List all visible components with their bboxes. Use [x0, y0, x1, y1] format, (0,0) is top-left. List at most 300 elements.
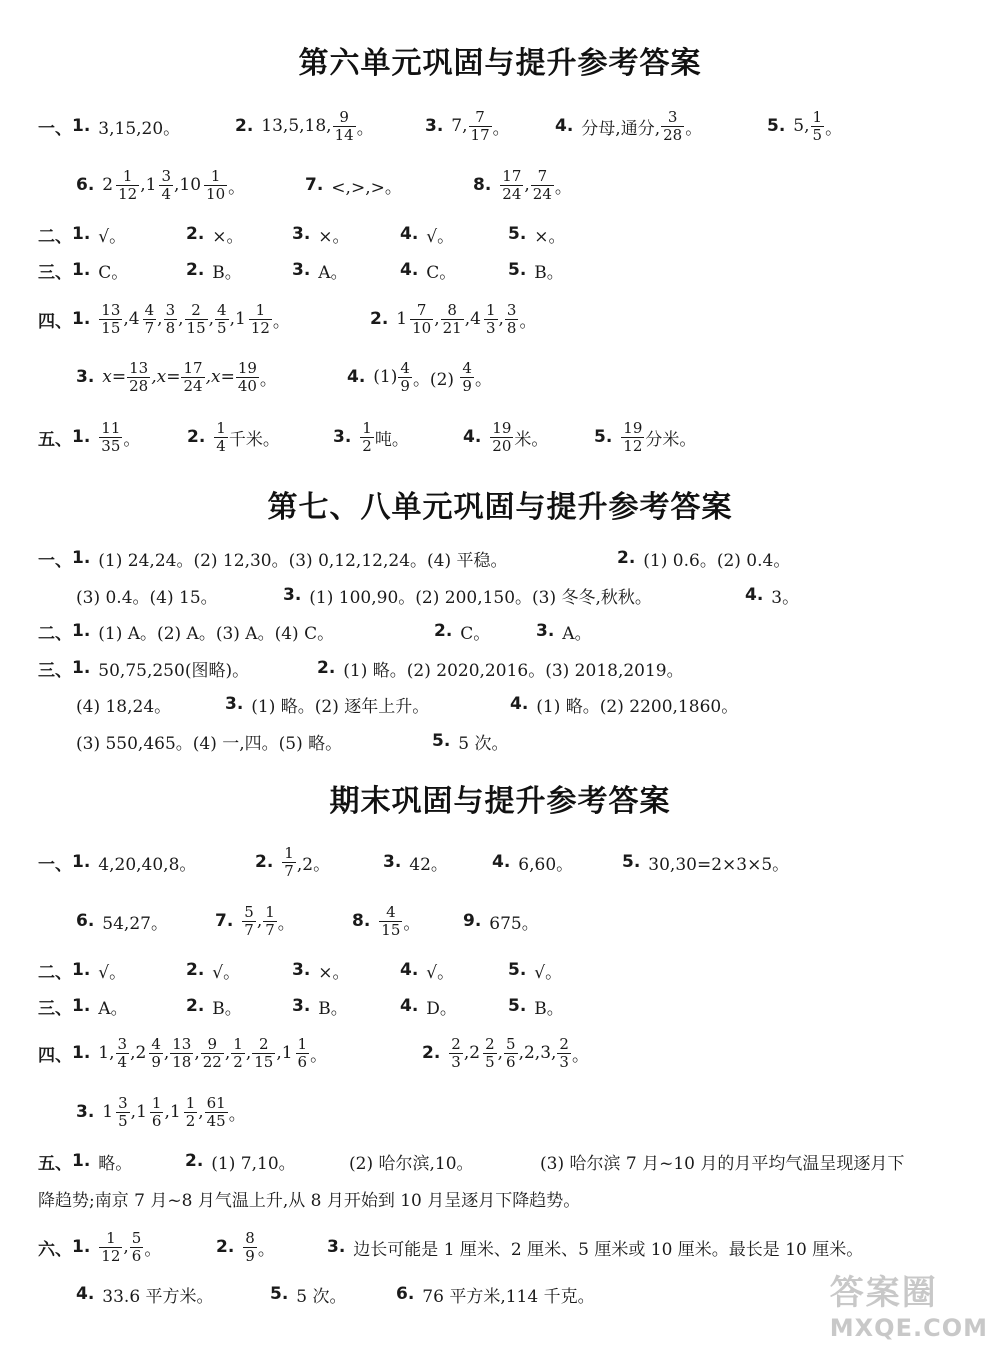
fraction [252, 1036, 275, 1071]
item-number: 3. [76, 367, 95, 387]
separator: , [194, 1043, 200, 1063]
numerator: 13 [172, 1034, 192, 1053]
answer-text: (1) 24,24。(2) 12,30。(3) 0,12,12,24。(4) 平稳。 [98, 550, 508, 571]
answer-text: 50,75,250(图略)。 [98, 660, 250, 681]
item-number: 2. [185, 1151, 204, 1171]
fraction [185, 302, 208, 337]
item-number: 1. [72, 1237, 91, 1257]
answer-text: ,2,3, [518, 1043, 557, 1063]
section-label: 四、 [38, 311, 72, 332]
answer-text: 边长可能是 1 厘米、2 厘米、5 厘米或 10 厘米。最长是 10 厘米。 [353, 1239, 864, 1260]
answer-item [292, 248, 348, 292]
answer-text: 。 [356, 118, 374, 139]
fraction [150, 1095, 164, 1130]
section-title-unit6: 第六单元巩固与提升参考答案 [298, 46, 702, 81]
item-number: 6. [396, 1284, 415, 1304]
section-title-unit7-8: 第七、八单元巩固与提升参考答案 [267, 490, 733, 525]
answer-line [0, 840, 1000, 884]
item-number: 4. [463, 427, 482, 447]
fraction [490, 420, 513, 455]
answer-text: 。 [272, 311, 290, 332]
item-number: 5. [508, 224, 527, 244]
denominator: 6 [297, 1052, 308, 1071]
answer-line [0, 1090, 1000, 1134]
answer-text: B。 [318, 998, 348, 1019]
fraction [243, 1230, 257, 1265]
answer-text: 。 [519, 311, 537, 332]
answer-text: 。 [825, 118, 843, 139]
answer-text: 。 [123, 429, 141, 450]
answer-item [305, 163, 402, 207]
mixed-number [136, 1095, 164, 1130]
separator: , [524, 175, 530, 195]
watermark-logo: 答案圈 [829, 1273, 938, 1313]
mixed-number [469, 1036, 497, 1071]
answer-text: 。 [403, 913, 421, 934]
answer-text: 。 [259, 369, 277, 390]
fraction [204, 168, 227, 203]
answer-item [38, 840, 196, 884]
answer-line [0, 719, 1000, 763]
item-number: 2. [216, 1237, 235, 1257]
answer-text: 降趋势;南京 7 月~8 月气温上升,从 8 月开始到 10 月呈逐月下降趋势。 [38, 1190, 581, 1211]
fraction [99, 420, 122, 455]
answer-text: (1) [373, 367, 398, 387]
fraction [99, 302, 122, 337]
item-number: 1. [72, 996, 91, 1016]
separator: , [123, 1237, 129, 1257]
denominator: 3 [451, 1052, 461, 1071]
answer-text: 。 [144, 1239, 162, 1260]
fraction [483, 1036, 497, 1071]
numerator: 1 [297, 1034, 308, 1053]
denominator: 20 [492, 436, 512, 455]
item-number: 6. [76, 911, 95, 931]
item-number: 3. [425, 116, 444, 136]
answer-line [0, 415, 1000, 459]
denominator: 2 [362, 436, 372, 455]
item-number: 1. [72, 1151, 91, 1171]
answer-text: (4) 18,24。 [76, 696, 172, 717]
separator: , [463, 1043, 470, 1063]
item-number: 3. [292, 224, 311, 244]
item-number: 3. [292, 260, 311, 280]
denominator: 24 [502, 184, 522, 203]
item-number: 2. [434, 621, 453, 641]
answer-item [622, 840, 789, 884]
numerator: 2 [451, 1034, 461, 1053]
fraction [164, 302, 178, 337]
fraction [116, 1036, 130, 1071]
answer-text: A。 [98, 998, 128, 1019]
section-label: 一、 [38, 854, 72, 875]
fraction [249, 302, 272, 337]
answer-item [235, 104, 374, 148]
item-number: 1. [72, 309, 91, 329]
denominator: 12 [101, 1246, 121, 1265]
fraction [215, 302, 229, 337]
separator: , [464, 309, 471, 329]
numerator: 9 [339, 107, 349, 126]
answer-text: 54,27。 [102, 913, 168, 934]
answer-item [186, 248, 242, 292]
fraction [333, 109, 356, 144]
fraction [410, 302, 433, 337]
section-label: 五、 [38, 429, 72, 450]
section-label: 二、 [38, 623, 72, 644]
item-number: 2. [255, 852, 274, 872]
watermark [830, 1265, 988, 1342]
section-label: 五、 [38, 1153, 72, 1174]
numerator: 1 [106, 1228, 116, 1247]
fraction [360, 420, 374, 455]
whole-part: 1 [396, 309, 408, 329]
item-number: 1. [72, 960, 91, 980]
answer-text: 4,20,40,8。 [98, 854, 197, 875]
separator: , [140, 175, 146, 195]
answer-line [0, 1176, 1000, 1220]
numerator: 1 [185, 1093, 196, 1112]
answer-text: √。 [212, 962, 241, 983]
answer-text: (1) 100,90。(2) 200,150。(3) 冬冬,秋秋。 [309, 587, 652, 608]
denominator: 5 [118, 1111, 128, 1130]
fraction [557, 1036, 571, 1071]
fraction [263, 904, 277, 939]
item-number: 2. [186, 260, 205, 280]
answer-text: 米。 [514, 429, 549, 450]
answer-text: A。 [318, 262, 348, 283]
denominator: 8 [506, 318, 517, 337]
section-title-final: 期末巩固与提升参考答案 [329, 784, 671, 819]
whole-part: 1 [136, 1102, 147, 1122]
fraction [214, 420, 228, 455]
answer-item [76, 1090, 246, 1134]
denominator: 9 [151, 1052, 161, 1071]
fraction [469, 109, 492, 144]
item-number: 1. [72, 852, 91, 872]
denominator: 21 [442, 318, 462, 337]
answer-item [370, 297, 536, 341]
denominator: 4 [161, 184, 171, 203]
answer-line [0, 297, 1000, 341]
answer-item [463, 415, 548, 459]
numerator: 1 [284, 843, 294, 862]
answer-item [555, 104, 702, 148]
fraction [661, 109, 684, 144]
item-number: 4. [492, 852, 511, 872]
item-number: 5. [270, 1284, 289, 1304]
answer-text: (3) 哈尔滨 7 月~10 月的月平均气温呈现逐月下 [540, 1153, 905, 1174]
numerator: 4 [217, 300, 227, 319]
numerator: 17 [502, 166, 522, 185]
numerator: 11 [101, 418, 121, 437]
whole-part: 2 [102, 175, 114, 195]
answer-line [0, 1031, 1000, 1075]
answer-text: ,x= [205, 367, 235, 387]
item-number: 4. [400, 996, 419, 1016]
section-label: 六、 [38, 1239, 72, 1260]
numerator: 1 [265, 902, 275, 921]
answer-item [186, 984, 242, 1028]
denominator: 2 [185, 1111, 196, 1130]
answer-item [292, 984, 348, 1028]
answer-text: 略。 [98, 1153, 133, 1174]
fraction [460, 360, 474, 395]
denominator: 6 [506, 1052, 516, 1071]
answer-text: ,2。 [296, 854, 331, 875]
denominator: 3 [485, 318, 496, 337]
denominator: 3 [559, 1052, 569, 1071]
denominator: 6 [151, 1111, 162, 1130]
numerator: 4 [144, 300, 155, 319]
separator: , [208, 309, 215, 329]
answer-item [432, 719, 509, 763]
answer-text: B。 [212, 998, 242, 1019]
fraction [99, 1230, 122, 1265]
answer-line [0, 355, 1000, 399]
denominator: 35 [101, 436, 121, 455]
section-label: 二、 [38, 226, 72, 247]
denominator: 9 [245, 1246, 255, 1265]
numerator: 13 [101, 300, 121, 319]
fraction [205, 1095, 228, 1130]
whole-part: 1 [102, 1102, 114, 1122]
separator: , [229, 309, 235, 329]
answer-item [215, 899, 295, 943]
item-number: 2. [235, 116, 254, 136]
fraction [201, 1036, 224, 1071]
item-number: 3. [225, 694, 244, 714]
answer-text: C。 [460, 623, 491, 644]
denominator: 18 [172, 1052, 192, 1071]
answer-item [38, 984, 128, 1028]
section-label: 二、 [38, 962, 72, 983]
item-number: 2. [186, 996, 205, 1016]
denominator: 10 [206, 184, 226, 203]
numerator: 1 [151, 1093, 162, 1112]
fraction [398, 360, 412, 395]
separator: , [123, 309, 129, 329]
separator: , [164, 1102, 170, 1122]
mixed-number [102, 168, 140, 203]
whole-part: 1 [234, 309, 246, 329]
numerator: 5 [131, 1228, 142, 1247]
answer-text: √。 [98, 226, 127, 247]
mixed-number [179, 168, 228, 203]
answer-text: B。 [534, 998, 564, 1019]
numerator: 4 [400, 358, 410, 377]
answer-item [383, 840, 448, 884]
mixed-number [470, 302, 498, 337]
answer-item [76, 1272, 214, 1316]
item-number: 1. [72, 1043, 91, 1063]
item-number: 1. [72, 658, 91, 678]
numerator: 5 [506, 1034, 516, 1053]
separator: , [174, 175, 180, 195]
numerator: 7 [537, 166, 548, 185]
item-number: 3. [536, 621, 555, 641]
answer-text: √。 [426, 962, 455, 983]
fraction [811, 109, 825, 144]
answer-text: 。 [474, 369, 492, 390]
fraction [531, 168, 554, 203]
denominator: 12 [118, 184, 138, 203]
answer-item [38, 248, 128, 292]
denominator: 7 [284, 861, 294, 880]
fraction [236, 360, 259, 395]
fraction [116, 1095, 130, 1130]
item-number: 3. [327, 1237, 346, 1257]
answer-text: (1) 7,10。 [211, 1153, 296, 1174]
answer-text: B。 [534, 262, 564, 283]
item-number: 1. [72, 224, 91, 244]
numerator: 8 [245, 1228, 255, 1247]
answer-text: B。 [212, 262, 242, 283]
item-number: 2. [617, 548, 636, 568]
answer-item [508, 984, 564, 1028]
answer-text: 。(2) [412, 369, 460, 390]
numerator: 1 [210, 166, 221, 185]
numerator: 7 [475, 107, 485, 126]
denominator: 12 [250, 318, 270, 337]
answer-text: (3) 550,465。(4) 一,四。(5) 略。 [76, 733, 343, 754]
section-label: 三、 [38, 998, 72, 1019]
numerator: 19 [237, 358, 257, 377]
separator: , [130, 1102, 137, 1122]
answer-text: ×。 [534, 226, 566, 247]
section-label: 一、 [38, 550, 72, 571]
answer-item [347, 355, 492, 399]
fraction [621, 420, 644, 455]
denominator: 5 [217, 318, 227, 337]
item-number: 3. [383, 852, 402, 872]
answer-text: 分米。 [645, 429, 697, 450]
answer-item [255, 840, 330, 884]
denominator: 4 [117, 1052, 128, 1071]
answer-text: ,x= [151, 367, 181, 387]
whole-part: 4 [128, 309, 140, 329]
answer-text: C。 [98, 262, 129, 283]
item-number: 4. [347, 367, 366, 387]
fraction [231, 1036, 245, 1071]
fraction [484, 302, 498, 337]
denominator: 45 [206, 1111, 226, 1130]
answer-text: 5 次。 [296, 1286, 347, 1307]
numerator: 3 [117, 1034, 128, 1053]
fraction [184, 1095, 198, 1130]
whole-part: 2 [469, 1043, 481, 1063]
answer-item [216, 1225, 275, 1269]
answer-item [594, 415, 696, 459]
fraction [282, 845, 296, 880]
denominator: 5 [485, 1052, 495, 1071]
item-number: 3. [333, 427, 352, 447]
answer-text: <,>,>。 [331, 177, 402, 198]
denominator: 17 [470, 125, 490, 144]
separator: , [178, 309, 184, 329]
answer-text: A。 [562, 623, 592, 644]
answer-item [400, 248, 456, 292]
denominator: 12 [623, 436, 643, 455]
numerator: 3 [118, 1093, 128, 1112]
answer-text: 3。 [771, 587, 800, 608]
mixed-number [129, 302, 157, 337]
numerator: 1 [255, 300, 266, 319]
answer-text: 。 [228, 1104, 246, 1125]
fraction [296, 1036, 310, 1071]
denominator: 7 [265, 920, 275, 939]
denominator: 22 [202, 1052, 222, 1071]
answer-text: 。 [257, 1239, 275, 1260]
answer-text: ×。 [212, 226, 244, 247]
answer-item [473, 163, 572, 207]
answer-line [0, 104, 1000, 148]
answer-item [396, 1272, 595, 1316]
item-number: 9. [463, 911, 482, 931]
answer-text: 分母,通分, [581, 118, 661, 139]
item-number: 4. [400, 224, 419, 244]
denominator: 15 [381, 920, 401, 939]
denominator: 9 [400, 376, 410, 395]
answer-text: 。 [492, 118, 510, 139]
numerator: 5 [244, 902, 254, 921]
fraction [505, 302, 519, 337]
separator: , [130, 1043, 136, 1063]
item-number: 3. [292, 996, 311, 1016]
mixed-number [146, 168, 174, 203]
denominator: 15 [186, 318, 206, 337]
answer-line [0, 248, 1000, 292]
answer-text: C。 [426, 262, 457, 283]
item-number: 3. [283, 585, 302, 605]
numerator: 3 [506, 300, 517, 319]
item-number: 3. [76, 1102, 95, 1122]
denominator: 2 [233, 1052, 243, 1071]
item-number: 4. [510, 694, 529, 714]
mixed-number [102, 1095, 130, 1130]
denominator: 40 [237, 376, 257, 395]
numerator: 3 [667, 107, 678, 126]
watermark-site: MXQE.COM [829, 1314, 988, 1342]
answer-item [327, 1225, 863, 1269]
mixed-number [235, 302, 273, 337]
answer-line [0, 163, 1000, 207]
item-number: 1. [72, 621, 91, 641]
item-number: 1. [72, 260, 91, 280]
section-label: 四、 [38, 1045, 72, 1066]
denominator: 15 [101, 318, 121, 337]
whole-part: 1 [281, 1043, 293, 1063]
answer-text: 。 [554, 177, 572, 198]
item-number: 5. [767, 116, 786, 136]
separator: , [434, 309, 440, 329]
answer-text: ×。 [318, 226, 350, 247]
answer-text: 13,5,18, [261, 116, 332, 136]
fraction [500, 168, 523, 203]
numerator: 13 [129, 358, 149, 377]
denominator: 6 [131, 1246, 142, 1265]
answer-item [38, 1176, 580, 1220]
section-label: 三、 [38, 262, 72, 283]
numerator: 3 [161, 166, 171, 185]
numerator: 2 [559, 1034, 569, 1053]
separator: , [498, 309, 504, 329]
item-number: 5. [508, 260, 527, 280]
section-label: 一、 [38, 118, 72, 139]
fraction [181, 360, 204, 395]
fraction [170, 1036, 193, 1071]
answer-item [38, 297, 290, 341]
